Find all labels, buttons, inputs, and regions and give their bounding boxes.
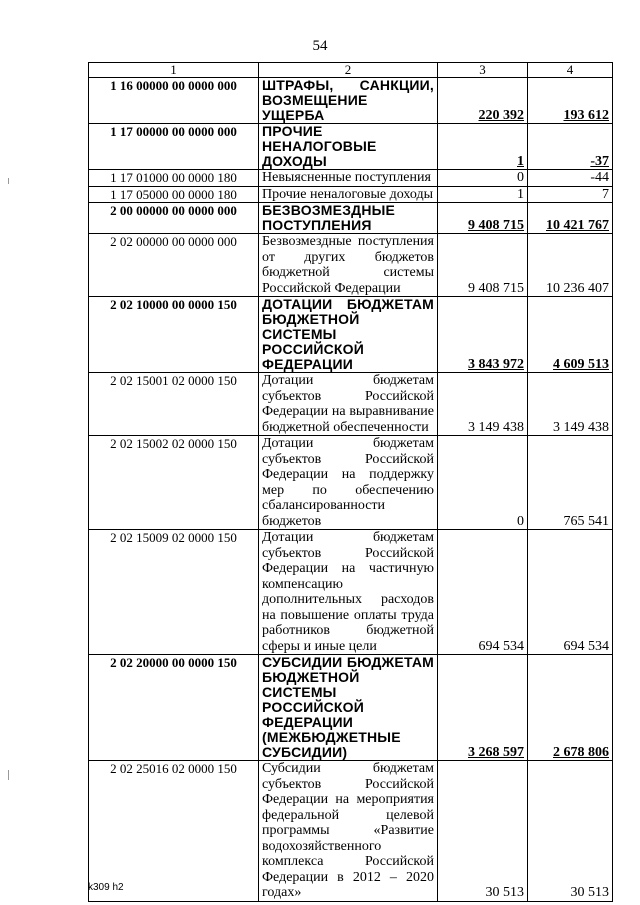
row-code: 2 02 15001 02 0000 150 <box>89 373 259 436</box>
row-code: 1 17 00000 00 0000 000 <box>89 124 259 170</box>
budget-table <box>88 62 613 902</box>
row-value-col4: -37 <box>528 124 613 170</box>
row-name: ДОТАЦИИ БЮДЖЕТАМ БЮДЖЕТНОЙ СИСТЕМЫ РОССИЙСКОЙ ФЕДЕРАЦИИ <box>259 297 438 373</box>
table-row <box>89 203 613 234</box>
scan-edge-mark <box>8 178 9 184</box>
header-col-2: 2 <box>259 63 438 78</box>
header-col-4: 4 <box>528 63 613 78</box>
row-name: Безвозмездные поступления от других бюджетов бюджетной системы Российской Федерации <box>259 234 438 297</box>
header-col-1: 1 <box>89 63 259 78</box>
table-row <box>89 170 613 187</box>
row-name: Субсидии бюджетам субъектов Российской Федерации на мероприятия федеральной целевой программы «Развитие водохозяйственного комплекса Российской Федерации в 2012 – 2020 годах» <box>259 761 438 902</box>
row-value-col4: 30 513 <box>528 761 613 902</box>
row-value-col3: 1 <box>438 124 528 170</box>
document-footer-code: k309 h2 <box>88 882 124 893</box>
table-row <box>89 655 613 761</box>
table-row <box>89 761 613 902</box>
row-value-col3: 30 513 <box>438 761 528 902</box>
row-value-col3: 220 392 <box>438 78 528 124</box>
header-col-3: 3 <box>438 63 528 78</box>
row-code: 2 00 00000 00 0000 000 <box>89 203 259 234</box>
row-value-col4: 10 236 407 <box>528 234 613 297</box>
row-value-col3: 3 843 972 <box>438 297 528 373</box>
row-name: Прочие неналоговые доходы <box>259 186 438 203</box>
row-value-col4: 7 <box>528 186 613 203</box>
row-value-col4: -44 <box>528 170 613 187</box>
row-code: 2 02 10000 00 0000 150 <box>89 297 259 373</box>
row-value-col3: 3 268 597 <box>438 655 528 761</box>
row-value-col3: 3 149 438 <box>438 373 528 436</box>
row-value-col4: 193 612 <box>528 78 613 124</box>
table-header-row <box>89 63 613 78</box>
row-value-col4: 10 421 767 <box>528 203 613 234</box>
row-name: Дотации бюджетам субъектов Российской Федерации на частичную компенсацию дополнительных расходов на повышение оплаты труда работников бюджетной сферы и иные цели <box>259 530 438 655</box>
row-code: 1 16 00000 00 0000 000 <box>89 78 259 124</box>
table-row <box>89 436 613 530</box>
row-code: 2 02 15009 02 0000 150 <box>89 530 259 655</box>
table-row <box>89 186 613 203</box>
table-row <box>89 373 613 436</box>
row-code: 2 02 25016 02 0000 150 <box>89 761 259 902</box>
row-name: Дотации бюджетам субъектов Российской Федерации на поддержку мер по обеспечению сбалансированности бюджетов <box>259 436 438 530</box>
row-code: 2 02 20000 00 0000 150 <box>89 655 259 761</box>
row-value-col3: 694 534 <box>438 530 528 655</box>
row-value-col3: 0 <box>438 170 528 187</box>
row-code: 2 02 15002 02 0000 150 <box>89 436 259 530</box>
row-value-col4: 765 541 <box>528 436 613 530</box>
row-value-col4: 4 609 513 <box>528 297 613 373</box>
row-value-col3: 0 <box>438 436 528 530</box>
row-code: 1 17 05000 00 0000 180 <box>89 186 259 203</box>
scan-edge-mark <box>8 770 9 780</box>
row-value-col4: 2 678 806 <box>528 655 613 761</box>
table-row <box>89 234 613 297</box>
row-name: СУБСИДИИ БЮДЖЕТАМ БЮДЖЕТНОЙ СИСТЕМЫ РОССИЙСКОЙ ФЕДЕРАЦИИ (МЕЖБЮДЖЕТНЫЕ СУБСИДИИ) <box>259 655 438 761</box>
row-value-col4: 3 149 438 <box>528 373 613 436</box>
row-name: ШТРАФЫ, САНКЦИИ, ВОЗМЕЩЕНИЕ УЩЕРБА <box>259 78 438 124</box>
row-name: Невыясненные поступления <box>259 170 438 187</box>
row-value-col3: 9 408 715 <box>438 234 528 297</box>
table-row <box>89 297 613 373</box>
row-code: 1 17 01000 00 0000 180 <box>89 170 259 187</box>
page-number: 54 <box>312 38 328 54</box>
table-row <box>89 530 613 655</box>
row-name: БЕЗВОЗМЕЗДНЫЕ ПОСТУПЛЕНИЯ <box>259 203 438 234</box>
row-value-col3: 1 <box>438 186 528 203</box>
row-name: Дотации бюджетам субъектов Российской Федерации на выравнивание бюджетной обеспеченности <box>259 373 438 436</box>
row-value-col4: 694 534 <box>528 530 613 655</box>
row-name: ПРОЧИЕ НЕНАЛОГОВЫЕ ДОХОДЫ <box>259 124 438 170</box>
table-row <box>89 78 613 124</box>
row-code: 2 02 00000 00 0000 000 <box>89 234 259 297</box>
table-row <box>89 124 613 170</box>
row-value-col3: 9 408 715 <box>438 203 528 234</box>
